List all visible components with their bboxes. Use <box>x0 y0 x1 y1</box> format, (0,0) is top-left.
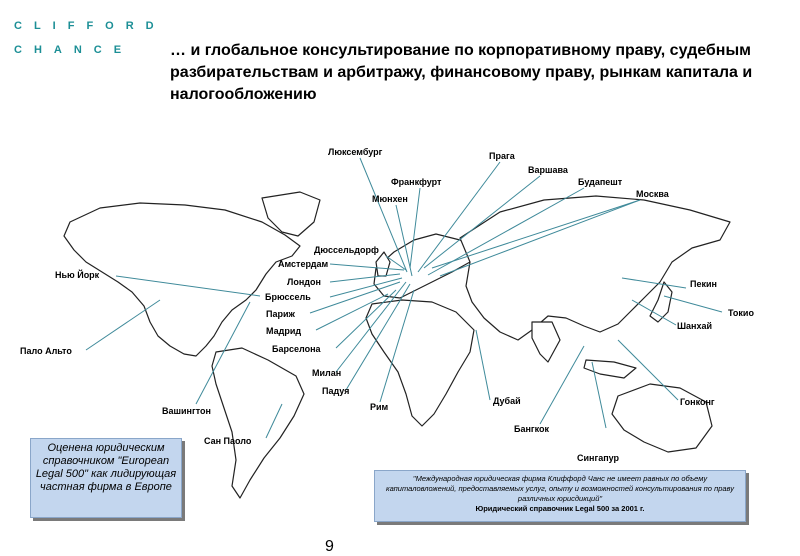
city-hongkong: Гонконг <box>680 397 715 407</box>
legal500-quote: "Международная юридическая фирма Клиффорд Чанс не имеет равных по объему капиталовложений, предоставляемых услуг, опыту и возможностей консультирования по праву различных юрисдикций" <box>386 474 734 503</box>
logo-line-2: CHANCE <box>14 44 134 56</box>
city-milan: Милан <box>312 368 342 378</box>
logo-line-1: CLIFFORD <box>14 20 166 32</box>
city-dubai: Дубай <box>493 396 521 406</box>
legal500-quote-note <box>374 470 746 522</box>
line-dubai <box>476 330 490 400</box>
city-barcelona: Барселона <box>272 344 321 354</box>
city-paris: Париж <box>266 309 295 319</box>
city-brussels: Брюссель <box>265 292 311 302</box>
india-shape <box>532 322 560 362</box>
city-paloalto: Пало Альто <box>20 346 72 356</box>
north-america-shape <box>64 203 300 356</box>
city-tokyo: Токио <box>728 308 754 318</box>
city-warsaw: Варшава <box>528 165 568 175</box>
city-frankfurt: Франкфурт <box>391 177 442 187</box>
legal500-rating-note: Оценена юридическим справочником "European Legal 500" как лидирующая частная фирма в Европе <box>30 438 182 518</box>
city-munich: Мюнхен <box>372 194 408 204</box>
city-moscow: Москва <box>636 189 669 199</box>
city-newyork: Нью Йорк <box>55 270 100 280</box>
city-rome: Рим <box>370 402 389 412</box>
city-budapest: Будапешт <box>578 177 623 187</box>
city-shanghai: Шанхай <box>677 321 713 331</box>
city-washington: Вашингтон <box>162 406 211 416</box>
city-madrid: Мадрид <box>266 326 302 336</box>
legal500-source: Юридический справочник Legal 500 за 2001 г. <box>475 504 645 513</box>
city-saopaulo: Сан Паоло <box>204 436 252 446</box>
line-tokyo <box>664 296 722 312</box>
city-amsterdam: Амстердам <box>278 259 329 269</box>
page-title: … и глобальное консультирование по корпоративному праву, судебным разбирательствам и арбитражу, финансовому праву, рынкам капитала и налогообложению <box>170 42 753 103</box>
page-number: 9 <box>325 538 334 555</box>
city-luxembourg: Люксембург <box>328 147 383 157</box>
line-paloalto <box>86 300 160 350</box>
city-dusseldorf: Дюссельдорф <box>314 245 379 255</box>
city-london: Лондон <box>287 277 321 287</box>
city-singapore: Сингапур <box>577 453 620 463</box>
australia-shape <box>612 384 712 452</box>
city-prague: Прага <box>489 151 515 161</box>
city-padua: Падуя <box>322 386 350 396</box>
city-bangkok: Бангкок <box>514 424 550 434</box>
city-beijing: Пекин <box>690 279 717 289</box>
south-america-shape <box>212 348 304 498</box>
